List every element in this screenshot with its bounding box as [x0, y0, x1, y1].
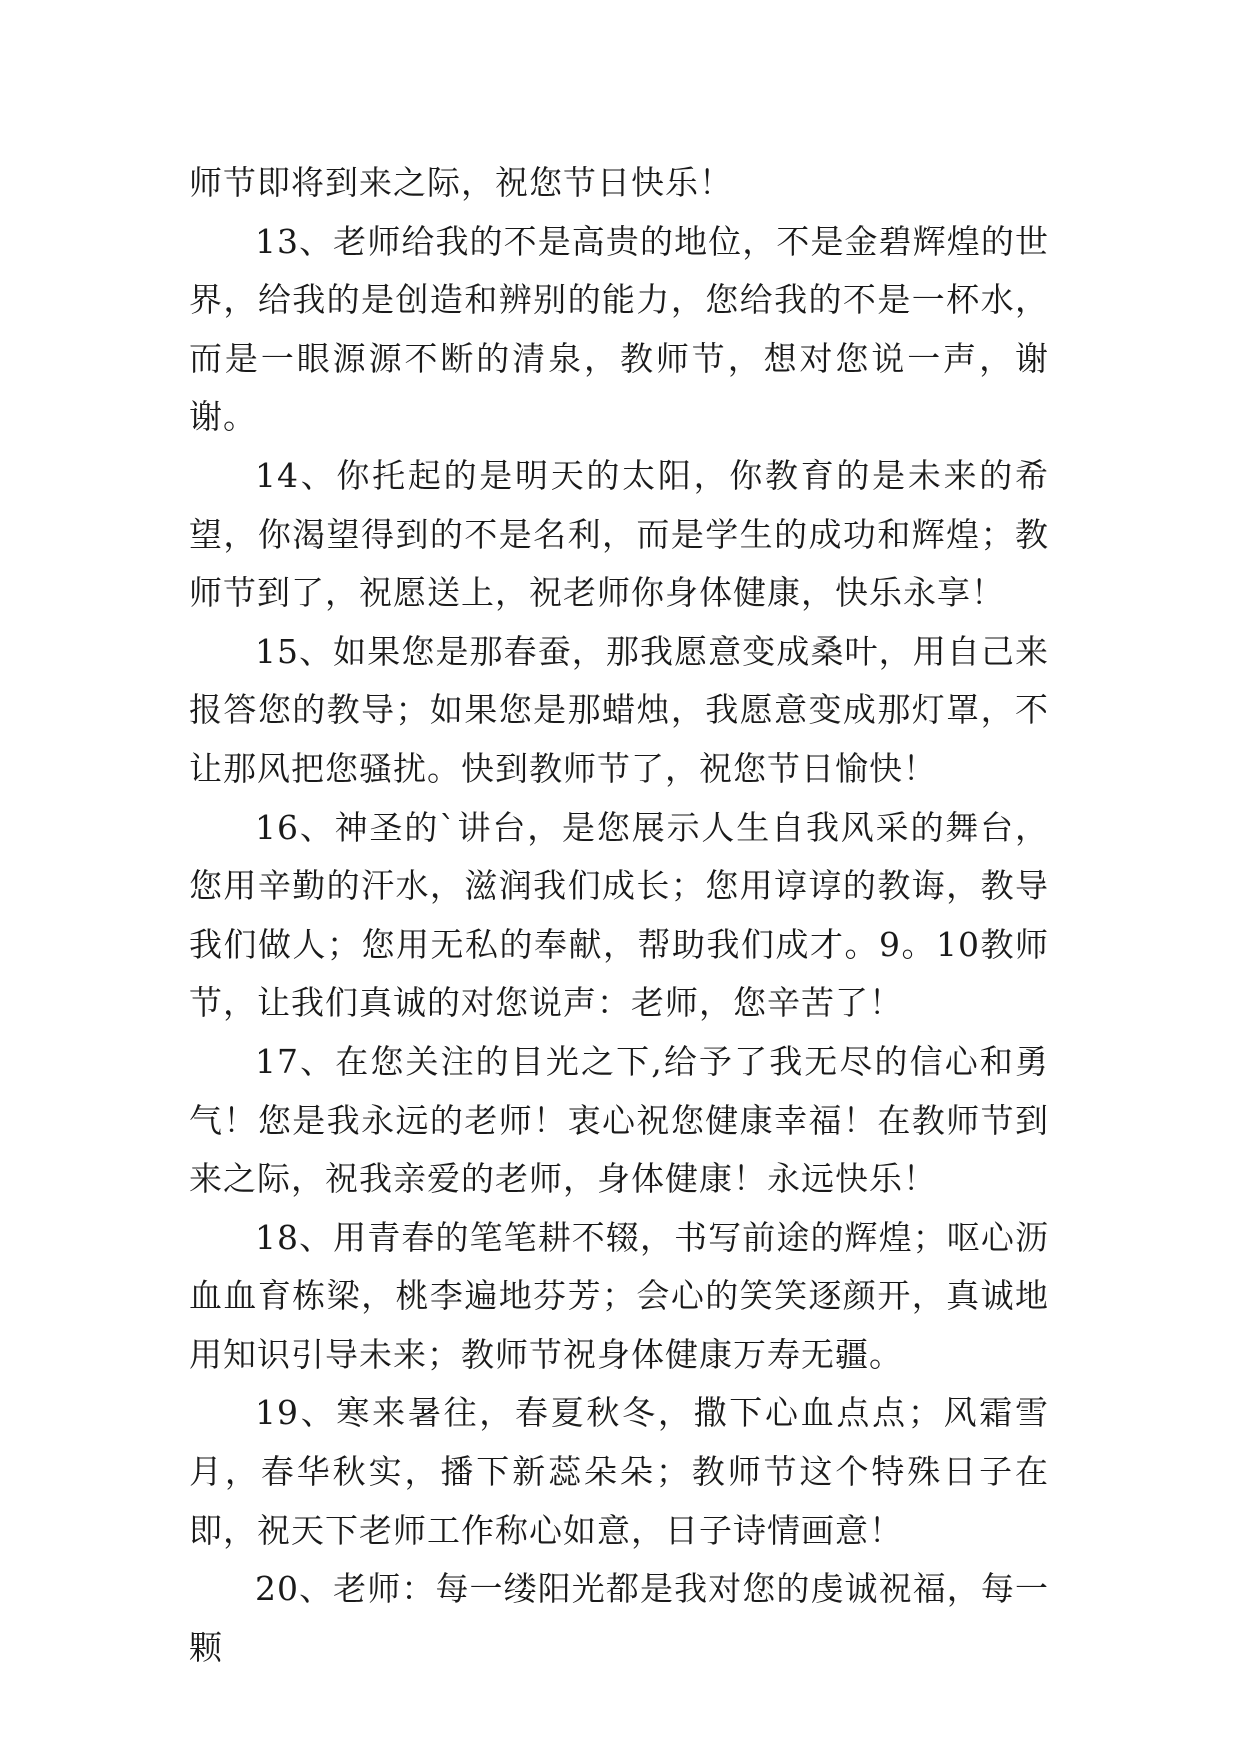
- paragraph-16: 16、神圣的`讲台，是您展示人生自我风采的舞台，您用辛勤的汗水，滋润我们成长；您用谆谆的教诲，教导我们做人；您用无私的奉献，帮助我们成才。9。10教师节，让我们真诚的对您说声：老师，您辛苦了！: [189, 807, 1049, 1023]
- paragraph-20: 20、老师：每一缕阳光都是我对您的虔诚祝福，每一颗: [189, 1569, 1049, 1667]
- paragraph-13: 13、老师给我的不是高贵的地位，不是金碧辉煌的世界，给我的是创造和辨别的能力，您给我的不是一杯水，而是一眼源源不断的清泉，教师节，想对您说一声，谢谢。: [189, 221, 1049, 437]
- paragraph-14: 14、你托起的是明天的太阳，你教育的是未来的希望，你渴望得到的不是名利，而是学生的成功和辉煌；教师节到了，祝愿送上，祝老师你身体健康，快乐永享！: [189, 455, 1049, 613]
- paragraph-19: 19、寒来暑往，春夏秋冬，撒下心血点点；风霜雪月，春华秋实，播下新蕊朵朵；教师节这个特殊日子在即，祝天下老师工作称心如意，日子诗情画意！: [189, 1393, 1049, 1550]
- paragraph-17: 17、在您关注的目光之下,给予了我无尽的信心和勇气！您是我永远的老师！衷心祝您健康幸福！在教师节到来之际，祝我亲爱的老师，身体健康！永远快乐！: [189, 1041, 1049, 1199]
- document-body: [189, 154, 1049, 1677]
- paragraph-18: 18、用青春的笔笔耕不辍，书写前途的辉煌；呕心沥血血育栋梁，桃李遍地芬芳；会心的笑笑逐颜开，真诚地用知识引导未来；教师节祝身体健康万寿无疆。: [189, 1217, 1049, 1374]
- paragraph-continuation: 师节即将到来之际，祝您节日快乐！: [189, 163, 733, 202]
- paragraph-15: 15、如果您是那春蚕，那我愿意变成桑叶，用自己来报答您的教导；如果您是那蜡烛，我愿意变成那灯罩，不让那风把您骚扰。快到教师节了，祝您节日愉快！: [189, 631, 1049, 788]
